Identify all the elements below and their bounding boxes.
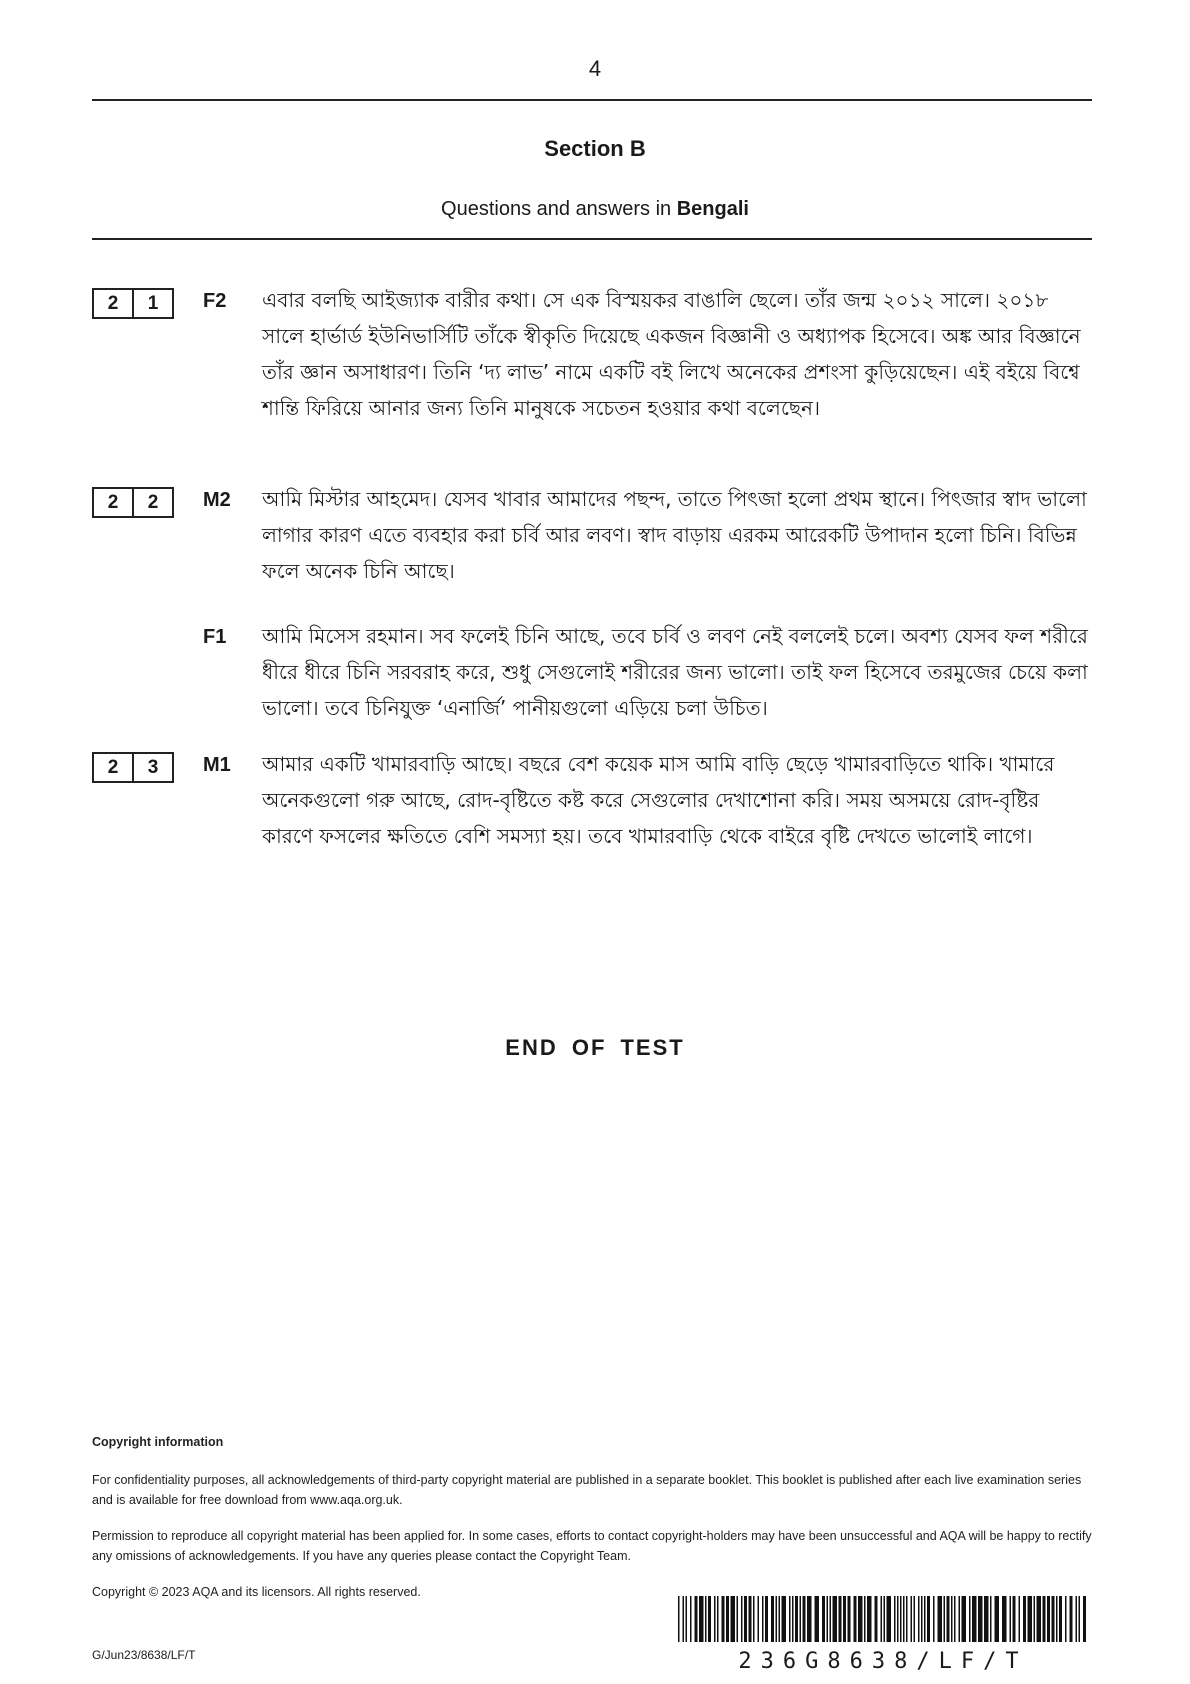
section-subtitle (0, 198, 1190, 221)
speaker-label: M2 (203, 489, 231, 511)
question-digit: 2 (107, 492, 119, 513)
question-digit: 2 (107, 757, 119, 778)
subtitle-language: Bengali (676, 198, 749, 220)
question-number-box (92, 752, 174, 783)
page-number: 4 (588, 56, 602, 81)
barcode-bars (678, 1596, 1088, 1642)
top-divider (92, 99, 1092, 101)
permission-paragraph: Permission to reproduce all copyright material has been applied for. In some cases, efforts to contact copyright-holders may have been unsuccessful and AQA will be happy to rectify any omissions of acknowledgements. If you have any queries please contact the Copyright Team. (92, 1529, 1092, 1563)
end-of-test: END OF TEST (505, 1035, 685, 1060)
speaker-label: F2 (203, 290, 227, 312)
section-divider (92, 238, 1092, 240)
barcode-text: 236G8638/LF/T (738, 1649, 1028, 1674)
question-number-box (92, 288, 174, 319)
document-code: G/Jun23/8638/LF/T (92, 1648, 196, 1662)
question-digit: 1 (132, 290, 172, 317)
question-digit: 2 (107, 293, 119, 314)
copyright-notice: Copyright © 2023 AQA and its licensors. All rights reserved. (92, 1585, 421, 1599)
copyright-paragraph: For confidentiality purposes, all acknowledgements of third-party copyright material are published in a separate booklet. This booklet is published after each live examination series and is available for free download from www.aqa.org.uk. (92, 1473, 1082, 1507)
question-digit: 3 (132, 754, 172, 781)
transcript-paragraph: আমি মিস্টার আহমেদ। যেসব খাবার আমাদের পছন্দ, তাতে পিৎজা হলো প্রথম স্থানে। পিৎজার স্বাদ ভালো লাগার কারণ এতে ব্যবহার করা চর্বি আর লবণ। স্বাদ বাড়ায় এরকম আরেকটি উপাদান হলো চিনি। বিভিন্ন ফলে অনেক চিনি আছে। (262, 487, 1087, 583)
section-title: Section B (544, 136, 646, 161)
barcode (678, 1596, 1088, 1674)
transcript-paragraph: আমি মিসেস রহমান। সব ফলেই চিনি আছে, তবে চর্বি ও লবণ নেই বললেই চলে। অবশ্য যেসব ফল শরীরে ধীরে ধীরে চিনি সরবরাহ করে, শুধু সেগুলোই শরীরের জন্য ভালো। তাই ফল হিসেবে তরমুজের চেয়ে কলা ভালো। তবে চিনিযুক্ত ‘এনার্জি’ পানীয়গুলো এড়িয়ে চলা উচিত। (262, 624, 1088, 720)
copyright-heading: Copyright information (92, 1435, 224, 1449)
question-digit: 2 (132, 489, 172, 516)
subtitle-prefix: Questions and answers in (441, 198, 677, 220)
transcript-paragraph: এবার বলছি আইজ্যাক বারীর কথা। সে এক বিস্ময়কর বাঙালি ছেলে। তাঁর জন্ম ২০১২ সালে। ২০১৮ সালে হার্ভার্ড ইউনিভার্সিটি তাঁকে স্বীকৃতি দিয়েছে একজন বিজ্ঞানী ও অধ্যাপক হিসেবে। অঙ্ক আর বিজ্ঞানে তাঁর জ্ঞান অসাধারণ। তিনি ‘দ্য লাভ’ নামে একটি বই লিখে অনেকের প্রশংসা কুড়িয়েছেন। এই বইয়ে বিশ্বে শান্তি ফিরিয়ে আনার জন্য তিনি মানুষকে সচেতন হওয়ার কথা বলেছেন। (262, 288, 1081, 420)
question-number-box (92, 487, 174, 518)
speaker-label: M1 (203, 754, 231, 776)
transcript-paragraph: আমার একটি খামারবাড়ি আছে। বছরে বেশ কয়েক মাস আমি বাড়ি ছেড়ে খামারবাড়িতে থাকি। খামারে অনেকগুলো গরু আছে, রোদ-বৃষ্টিতে কষ্ট করে সেগুলোর দেখাশোনা করি। সময় অসময়ে রোদ-বৃষ্টির কারণে ফসলের ক্ষতিতে বেশি সমস্যা হয়। তবে খামারবাড়ি থেকে বাইরে বৃষ্টি দেখতে ভালোই লাগে। (262, 752, 1055, 848)
speaker-label: F1 (203, 626, 227, 648)
